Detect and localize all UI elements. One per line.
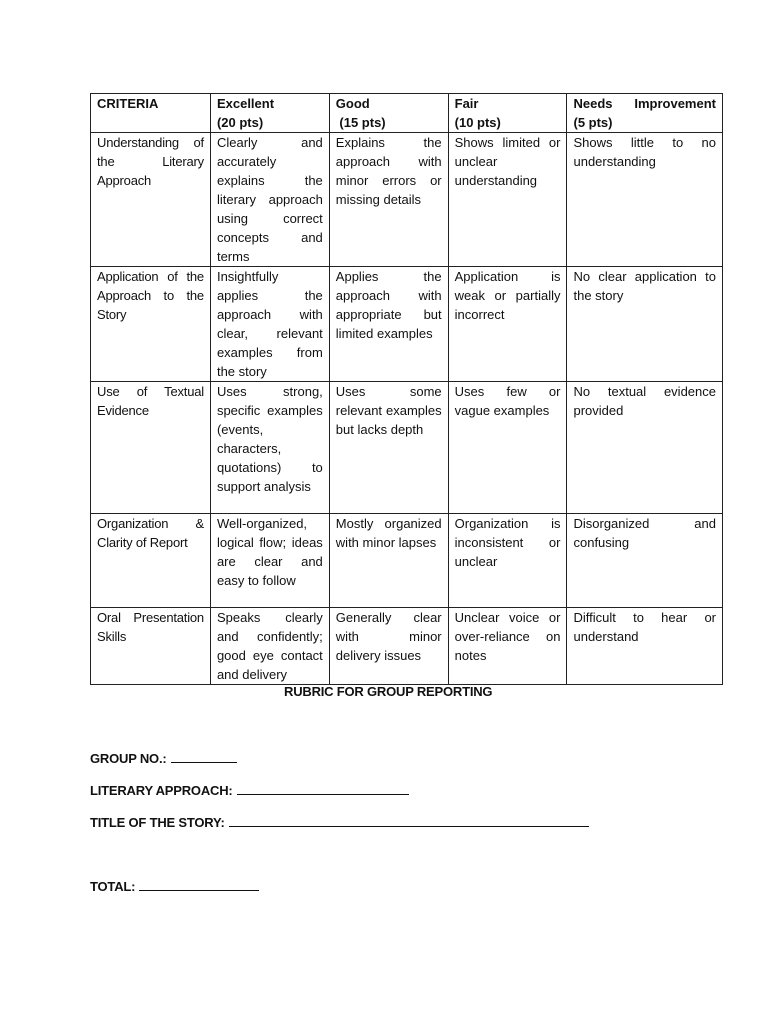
total-field	[90, 878, 259, 894]
needs-improvement-cell: Shows little to no understanding	[567, 133, 723, 267]
table-row	[91, 382, 723, 514]
criteria-cell: Use of Textual Evidence	[91, 382, 211, 514]
table-row	[91, 267, 723, 382]
table-caption: RUBRIC FOR GROUP REPORTING	[284, 684, 493, 699]
good-cell: Generally clear with minor delivery issues	[329, 608, 448, 685]
table-row	[91, 608, 723, 685]
table-row	[91, 133, 723, 267]
literary-approach-label: LITERARY APPROACH:	[90, 783, 233, 798]
rubric-table	[90, 93, 723, 685]
header-excellent: Excellent (20 pts)	[210, 94, 329, 133]
excellent-cell: Uses strong, specific examples (events, characters, quotations) to support analysis	[210, 382, 329, 514]
excellent-cell: Speaks clearly and confidently; good eye contact and delivery	[210, 608, 329, 685]
good-cell: Explains the approach with minor errors or missing details	[329, 133, 448, 267]
criteria-cell: Oral Presentation Skills	[91, 608, 211, 685]
group-no-field	[90, 750, 237, 766]
needs-improvement-cell: Disorganized and confusing	[567, 514, 723, 608]
fair-cell: Shows limited or unclear understanding	[448, 133, 567, 267]
header-good: Good (15 pts)	[329, 94, 448, 133]
good-cell: Uses some relevant examples but lacks depth	[329, 382, 448, 514]
literary-approach-blank-line[interactable]	[237, 782, 409, 795]
header-fair: Fair (10 pts)	[448, 94, 567, 133]
criteria-cell: Organization & Clarity of Report	[91, 514, 211, 608]
needs-improvement-cell: Difficult to hear or understand	[567, 608, 723, 685]
needs-improvement-cell: No textual evidence provided	[567, 382, 723, 514]
table-header-row	[91, 94, 723, 133]
group-no-blank-line[interactable]	[171, 750, 237, 763]
excellent-cell: Insightfully applies the approach with clear, relevant examples from the story	[210, 267, 329, 382]
fair-cell: Organization is inconsistent or unclear	[448, 514, 567, 608]
story-title-label: TITLE OF THE STORY:	[90, 815, 225, 830]
story-title-field	[90, 814, 589, 830]
criteria-cell: Understanding of the Literary Approach	[91, 133, 211, 267]
fair-cell: Unclear voice or over-reliance on notes	[448, 608, 567, 685]
header-criteria: CRITERIA	[91, 94, 211, 133]
fair-cell: Uses few or vague examples	[448, 382, 567, 514]
criteria-cell: Application of the Approach to the Story	[91, 267, 211, 382]
fair-cell: Application is weak or partially incorrect	[448, 267, 567, 382]
excellent-cell: Well-organized, logical flow; ideas are clear and easy to follow	[210, 514, 329, 608]
story-title-blank-line[interactable]	[229, 814, 589, 827]
excellent-cell: Clearly and accurately explains the literary approach using correct concepts and terms	[210, 133, 329, 267]
group-no-label: GROUP NO.:	[90, 751, 167, 766]
good-cell: Mostly organized with minor lapses	[329, 514, 448, 608]
table-row	[91, 514, 723, 608]
total-blank-line[interactable]	[139, 878, 259, 891]
total-label: TOTAL:	[90, 879, 136, 894]
good-cell: Applies the approach with appropriate but limited examples	[329, 267, 448, 382]
needs-improvement-cell: No clear application to the story	[567, 267, 723, 382]
header-needs-improvement: Needs Improvement (5 pts)	[567, 94, 723, 133]
literary-approach-field	[90, 782, 409, 798]
